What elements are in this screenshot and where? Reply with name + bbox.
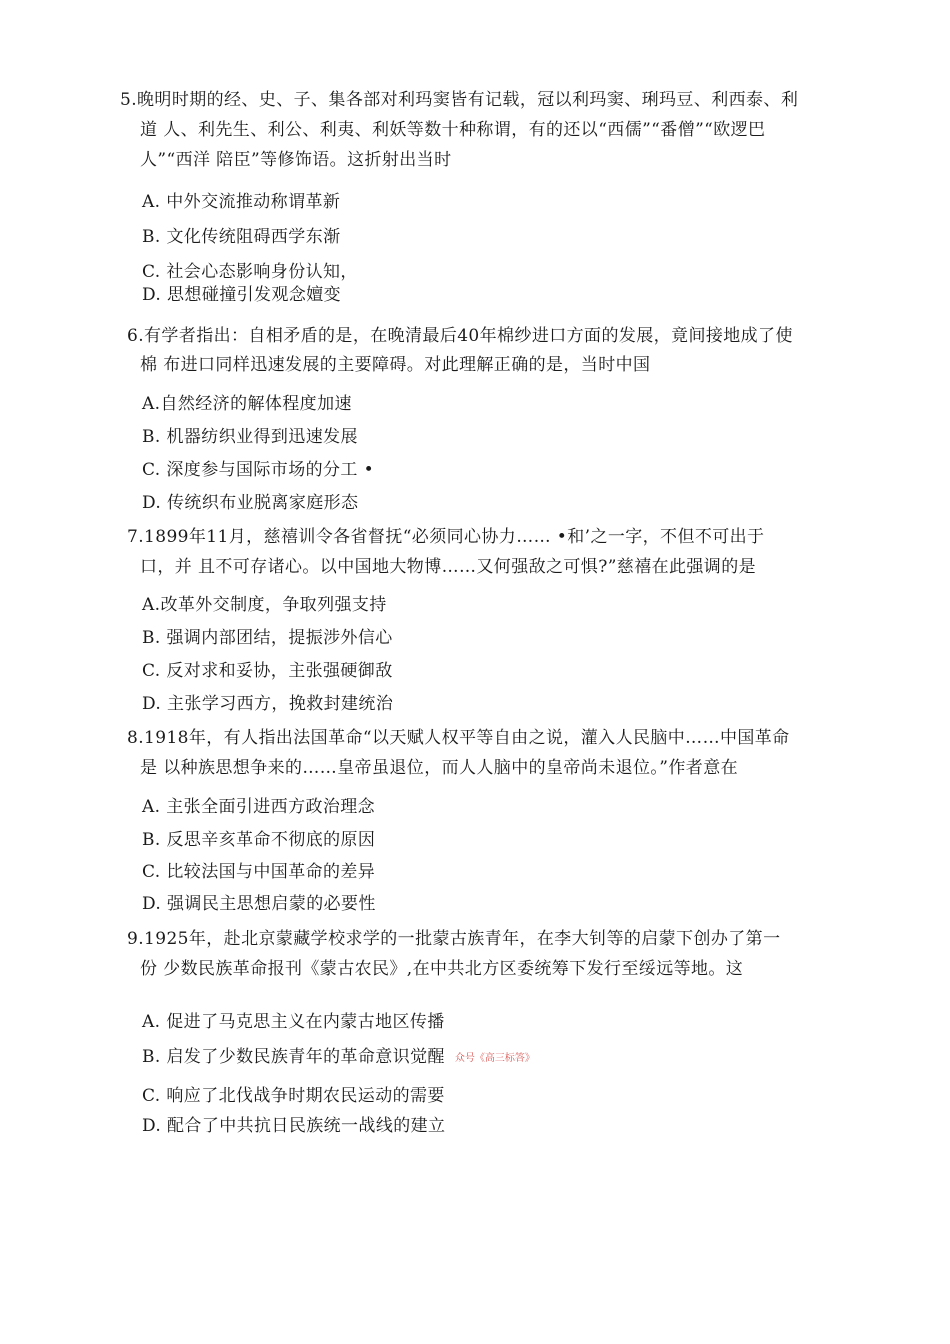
question-5-option-b: B. 文化传统阻碍西学东渐 — [142, 227, 341, 247]
question-5-option-a: A. 中外交流推动称谓革新 — [142, 192, 341, 212]
question-9-option-b — [142, 1046, 535, 1070]
question-9-option-d: D. 配合了中共抗日民族统一战线的建立 — [142, 1116, 446, 1136]
question-7-option-d: D. 主张学习西方，挽救封建统治 — [142, 694, 394, 714]
question-6-line-2: 棉 布进口同样迅速发展的主要障碍。对此理解正确的是，当时中国 — [140, 355, 651, 375]
question-9-line-2: 份 少数民族革命报刊《蒙古农民》,在中共北方区委统筹下发行至绥远等地。这 — [140, 959, 744, 979]
question-8-option-c: C. 比较法国与中国革命的差异 — [142, 862, 376, 882]
question-8-option-b: B. 反思辛亥革命不彻底的原因 — [142, 830, 376, 850]
question-6-line-1: 6.有学者指出：自相矛盾的是，在晚清最后40年棉纱进口方面的发展，竟间接地成了使 — [127, 326, 793, 346]
question-6-option-c: C. 深度参与国际市场的分工 • — [142, 460, 375, 480]
question-9-line-1: 9.1925年，赴北京蒙藏学校求学的一批蒙古族青年，在李大钊等的启蒙下创办了第一 — [127, 929, 781, 949]
question-8-line-2: 是 以种族思想争来的……皇帝虽退位，而人人脑中的皇帝尚未退位。”作者意在 — [140, 758, 738, 778]
question-5-option-c: C. 社会心态影响身份认知， — [142, 262, 358, 282]
question-7-option-c: C. 反对求和妥协，主张强硬御敌 — [142, 661, 393, 681]
question-5-option-d: D. 思想碰撞引发观念嬗变 — [142, 285, 342, 305]
question-9-option-c: C. 响应了北伐战争时期农民运动的需要 — [142, 1086, 445, 1106]
question-8-line-1: 8.1918年，有人指出法国革命“以天赋人权平等自由之说，灌入人民脑中……中国革命 — [127, 728, 790, 748]
question-6-option-b: B. 机器纺织业得到迅速发展 — [142, 427, 358, 447]
question-7-option-a: A.改革外交制度，争取列强支持 — [142, 595, 387, 615]
question-8-option-d: D. 强调民主思想启蒙的必要性 — [142, 894, 376, 914]
question-5-line-1: 5.晚明时期的经、史、子、集各部对利玛窦皆有记载，冠以利玛窦、琍玛豆、利西泰、利 — [120, 90, 799, 110]
question-9-option-b-text: B. 启发了少数民族青年的革命意识觉醒 — [142, 1047, 445, 1067]
question-7-line-2: 口，并 且不可存诸心。以中国地大物博……又何强敌之可惧?”慈禧在此强调的是 — [140, 557, 757, 577]
question-8-option-a: A. 主张全面引进西方政治理念 — [142, 797, 376, 817]
question-6-option-d: D. 传统织布业脱离家庭形态 — [142, 493, 359, 513]
question-6-option-a: A.自然经济的解体程度加速 — [142, 394, 352, 414]
question-7-option-b: B. 强调内部团结，提振涉外信心 — [142, 628, 393, 648]
watermark-stamp: 众号《高三标答》 — [454, 1053, 535, 1064]
question-9-option-a: A. 促进了马克思主义在内蒙古地区传播 — [142, 1012, 445, 1032]
question-7-line-1: 7.1899年11月，慈禧训令各省督抚“必须同心协力…… •和’之一字，不但不可出于 — [127, 527, 765, 547]
question-5-line-3: 人”“西洋 陪臣”等修饰语。这折射出当时 — [140, 150, 452, 170]
question-5-line-2: 道 人、利先生、利公、利夷、利妖等数十种称谓，有的还以“西儒”“番僧”“欧逻巴 — [140, 120, 766, 140]
